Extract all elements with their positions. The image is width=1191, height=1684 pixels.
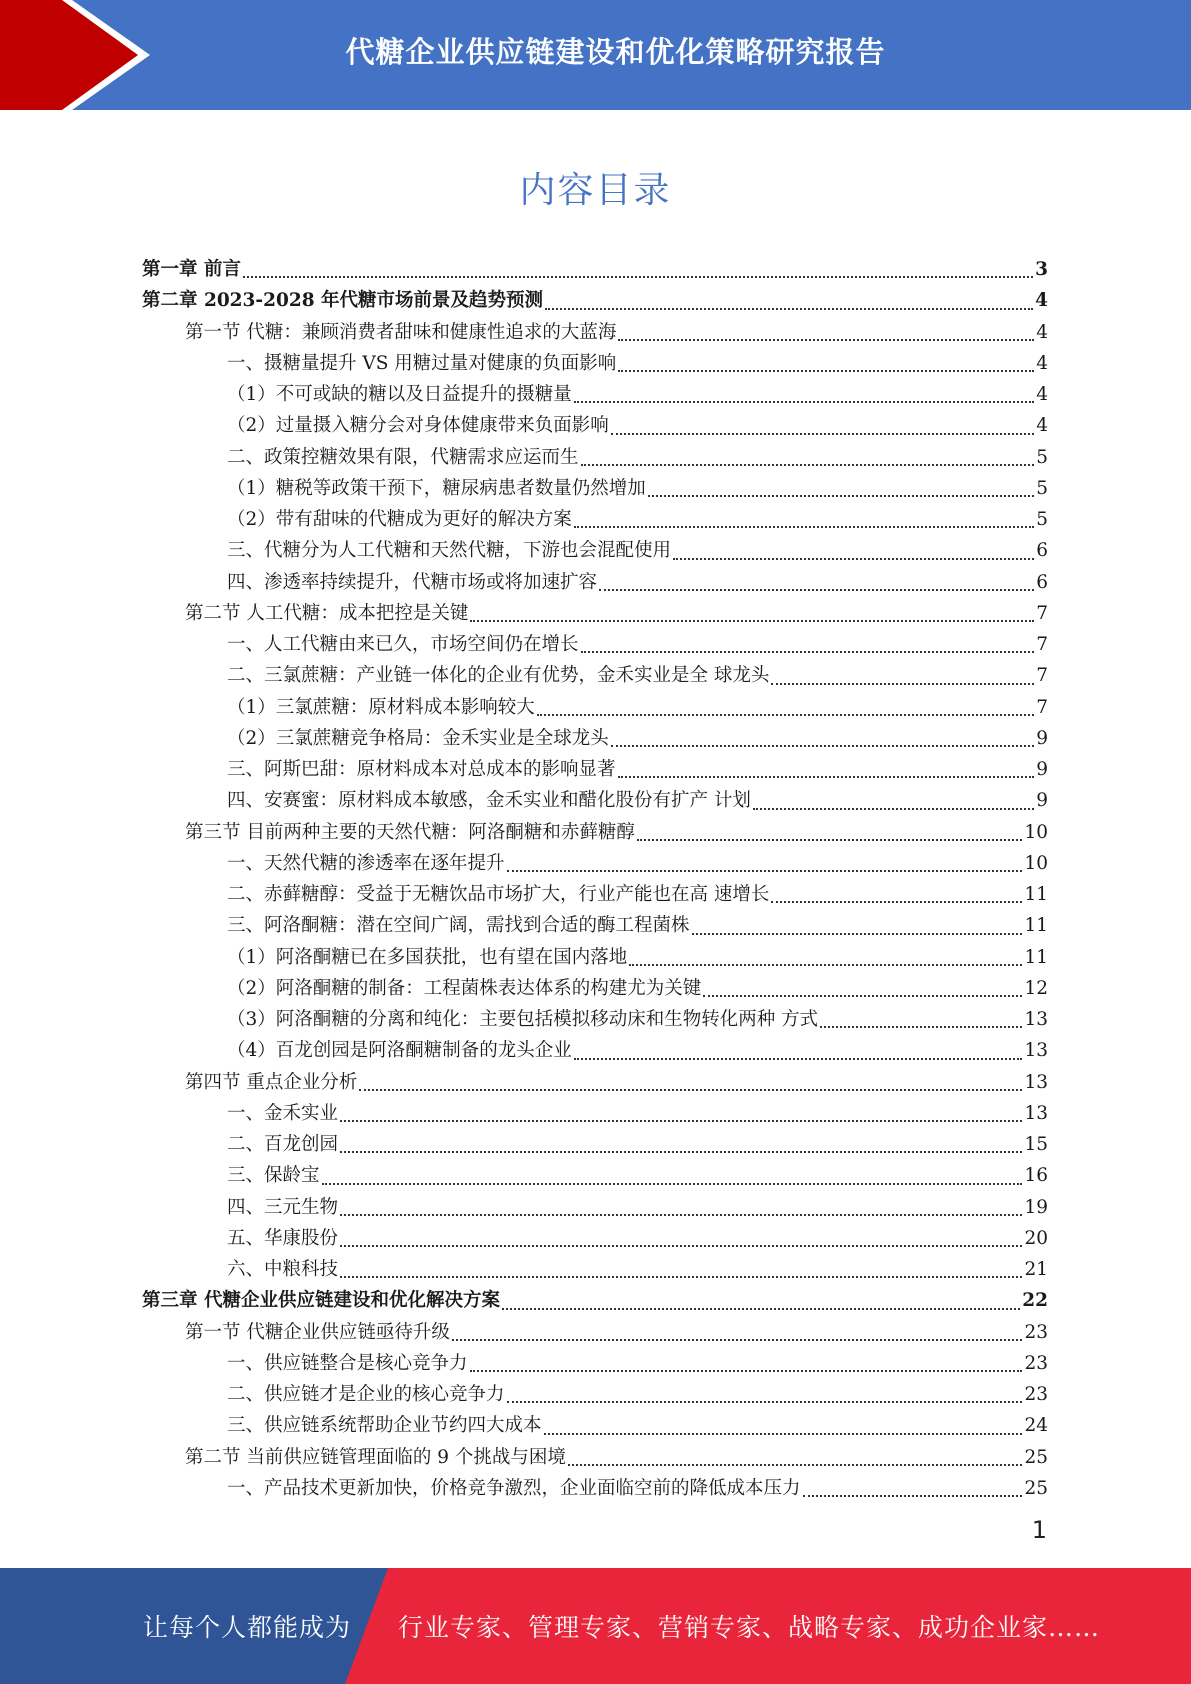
toc-entry-title: （2）三氯蔗糖竞争格局：金禾实业是全球龙头 — [227, 727, 609, 749]
toc-entry-title: 六、中粮科技 — [227, 1259, 339, 1280]
toc-dot-leader — [703, 995, 1022, 997]
toc-entry-title: 一、金禾实业 — [227, 1102, 339, 1124]
toc-entry[interactable] — [142, 254, 1048, 285]
toc-entry-title: 一、摄糖量提升 VS 用糖过量对健康的负面影响 — [227, 352, 617, 374]
toc-entry-title: 三、阿洛酮糖：潜在空间广阔，需找到合适的酶工程菌株 — [227, 915, 690, 937]
toc-entry-page: 4 — [1036, 415, 1048, 437]
toc-entry-page: 11 — [1024, 946, 1048, 968]
toc-entry-page: 6 — [1036, 540, 1048, 562]
toc-entry-title: 三、供应链系统帮助企业节约四大成本 — [227, 1415, 542, 1437]
toc-entry-title: （1）不可或缺的糖以及日益提升的摄糖量 — [227, 384, 572, 405]
toc-dot-leader — [470, 620, 1034, 622]
toc-dot-leader — [243, 276, 1033, 278]
toc-dot-leader — [771, 901, 1022, 903]
toc-entry-title: （2）阿洛酮糖的制备：工程菌株表达体系的构建尤为关键 — [227, 977, 702, 999]
footer-banner — [0, 1568, 1191, 1684]
toc-entry[interactable] — [142, 910, 1048, 941]
toc-dot-leader — [574, 401, 1034, 403]
toc-entry[interactable] — [142, 973, 1048, 1004]
toc-dot-leader — [507, 1401, 1023, 1403]
toc-entry-page: 6 — [1036, 571, 1048, 593]
toc-entry[interactable] — [142, 348, 1048, 379]
toc-dot-leader — [637, 839, 1023, 841]
toc-dot-leader — [574, 1058, 1023, 1060]
toc-entry[interactable] — [142, 473, 1048, 504]
toc-entry[interactable] — [142, 1160, 1048, 1191]
toc-entry[interactable] — [142, 1285, 1048, 1316]
toc-dot-leader — [507, 870, 1023, 872]
toc-dot-leader — [502, 1308, 1020, 1310]
toc-entry-title: （1）阿洛酮糖已在多国获批，也有望在国内落地 — [227, 946, 628, 968]
toc-dot-leader — [618, 339, 1034, 341]
toc-entry-title: 五、华康股份 — [227, 1227, 339, 1249]
toc-dot-leader — [581, 464, 1035, 466]
toc-entry-title: （1）糖税等政策干预下，糖尿病患者数量仍然增加 — [227, 477, 646, 499]
toc-entry-page: 9 — [1036, 759, 1048, 780]
toc-entry-title: （2）过量摄入糖分会对身体健康带来负面影响 — [227, 415, 609, 437]
toc-entry-title: 四、渗透率持续提升，代糖市场或将加速扩容 — [227, 571, 598, 593]
footer-slogan-right: 行业专家、管理专家、营销专家、战略专家、成功企业家…… — [398, 1613, 1101, 1642]
toc-entry-page: 20 — [1024, 1227, 1048, 1249]
toc-entry[interactable] — [142, 692, 1048, 723]
toc-entry[interactable] — [142, 535, 1048, 566]
footer-slogan-left: 让每个人都能成为 — [143, 1613, 352, 1642]
toc-entry-title: 四、安赛蜜：原材料成本敏感，金禾实业和醋化股份有扩产 计划 — [227, 790, 751, 812]
toc-entry-page: 12 — [1024, 977, 1048, 999]
toc-entry-page: 25 — [1024, 1446, 1048, 1468]
toc-dot-leader — [629, 964, 1022, 966]
toc-entry-page: 13 — [1024, 1009, 1048, 1030]
toc-entry[interactable] — [142, 1348, 1048, 1379]
toc-entry[interactable] — [142, 567, 1048, 598]
toc-dot-leader — [537, 714, 1034, 716]
toc-entry-page: 5 — [1036, 446, 1048, 468]
table-of-contents — [142, 254, 1048, 1504]
toc-dot-leader — [599, 589, 1034, 591]
toc-dot-leader — [545, 308, 1033, 310]
toc-entry[interactable] — [142, 1410, 1048, 1441]
toc-entry-title: 二、赤藓糖醇：受益于无糖饮品市场扩大，行业产能也在高 速增长 — [227, 884, 770, 905]
toc-entry-page: 13 — [1024, 1102, 1048, 1124]
toc-entry-page: 11 — [1024, 884, 1048, 905]
toc-entry-title: 第二章 2023-2028 年代糖市场前景及趋势预测 — [142, 290, 544, 312]
toc-entry-page: 19 — [1024, 1196, 1048, 1218]
toc-dot-leader — [618, 370, 1034, 372]
toc-dot-leader — [568, 1464, 1023, 1466]
toc-dot-leader — [581, 651, 1035, 653]
toc-entry-page: 7 — [1036, 665, 1048, 687]
toc-entry-title: 四、三元生物 — [227, 1196, 339, 1218]
toc-entry[interactable] — [142, 442, 1048, 473]
toc-heading: 内容目录 — [519, 170, 672, 211]
toc-entry-page: 21 — [1024, 1259, 1048, 1280]
toc-entry[interactable] — [142, 285, 1048, 316]
toc-entry[interactable] — [142, 1473, 1048, 1504]
toc-dot-leader — [820, 1026, 1022, 1028]
toc-entry-title: 二、三氯蔗糖：产业链一体化的企业有优势，金禾实业是全 球龙头 — [227, 665, 770, 687]
toc-entry[interactable] — [142, 504, 1048, 535]
toc-entry[interactable] — [142, 410, 1048, 441]
toc-entry[interactable] — [142, 754, 1048, 785]
toc-entry[interactable] — [142, 817, 1048, 848]
toc-dot-leader — [470, 1370, 1023, 1372]
toc-entry-title: 第一章 前言 — [142, 259, 241, 280]
toc-entry-page: 16 — [1024, 1165, 1048, 1187]
toc-entry-page: 24 — [1024, 1415, 1048, 1437]
toc-entry-title: （2）带有甜味的代糖成为更好的解决方案 — [227, 509, 572, 530]
toc-entry-page: 4 — [1035, 290, 1048, 312]
toc-entry-page: 4 — [1036, 384, 1048, 405]
report-title: 代糖企业供应链建设和优化策略研究报告 — [345, 34, 886, 69]
toc-entry-title: 一、人工代糖由来已久，市场空间仍在增长 — [227, 634, 579, 655]
toc-entry-page: 4 — [1036, 321, 1048, 343]
toc-entry-page: 25 — [1024, 1477, 1048, 1499]
toc-entry-title: （4）百龙创园是阿洛酮糖制备的龙头企业 — [227, 1040, 572, 1062]
toc-dot-leader — [574, 526, 1034, 528]
toc-entry-title: 第二节 当前供应链管理面临的 9 个挑战与困境 — [185, 1446, 566, 1468]
toc-entry-page: 10 — [1024, 821, 1048, 843]
toc-entry-page: 7 — [1036, 696, 1048, 718]
toc-dot-leader — [648, 495, 1034, 497]
toc-entry-page: 23 — [1024, 1384, 1048, 1405]
toc-dot-leader — [753, 808, 1034, 810]
toc-entry[interactable] — [142, 879, 1048, 910]
toc-entry[interactable] — [142, 379, 1048, 410]
toc-entry-title: 第一节 代糖企业供应链亟待升级 — [185, 1321, 450, 1343]
toc-entry-page: 9 — [1036, 790, 1048, 812]
toc-entry[interactable] — [142, 1192, 1048, 1223]
toc-entry-title: （3）阿洛酮糖的分离和纯化：主要包括模拟移动床和生物转化两种 方式 — [227, 1009, 819, 1030]
toc-entry-title: 一、天然代糖的渗透率在逐年提升 — [227, 852, 505, 874]
toc-entry-page: 9 — [1036, 727, 1048, 749]
toc-dot-leader — [340, 1120, 1022, 1122]
toc-entry-page: 7 — [1036, 602, 1048, 624]
toc-entry-title: 第二节 人工代糖：成本把控是关键 — [185, 602, 469, 624]
toc-entry-page: 23 — [1024, 1352, 1048, 1374]
toc-dot-leader — [340, 1214, 1022, 1216]
toc-entry-page: 5 — [1036, 477, 1048, 499]
toc-dot-leader — [803, 1495, 1023, 1497]
toc-dot-leader — [611, 745, 1034, 747]
toc-entry-title: 二、政策控糖效果有限，代糖需求应运而生 — [227, 446, 579, 468]
toc-entry[interactable] — [142, 629, 1048, 660]
toc-dot-leader — [771, 683, 1034, 685]
toc-entry[interactable] — [142, 942, 1048, 973]
toc-entry-page: 4 — [1036, 352, 1048, 374]
toc-entry[interactable] — [142, 848, 1048, 879]
toc-entry[interactable] — [142, 1223, 1048, 1254]
toc-dot-leader — [322, 1183, 1023, 1185]
toc-entry[interactable] — [142, 1254, 1048, 1285]
toc-dot-leader — [611, 433, 1034, 435]
toc-entry-page: 13 — [1024, 1040, 1048, 1062]
toc-entry[interactable] — [142, 1442, 1048, 1473]
toc-entry-title: 三、代糖分为人工代糖和天然代糖，下游也会混配使用 — [227, 540, 672, 562]
toc-entry-page: 10 — [1024, 852, 1048, 874]
toc-dot-leader — [618, 776, 1035, 778]
toc-entry-title: 二、供应链才是企业的核心竞争力 — [227, 1384, 505, 1405]
header-banner — [0, 0, 1191, 110]
toc-entry-title: 第一节 代糖：兼顾消费者甜味和健康性追求的大蓝海 — [185, 321, 617, 343]
toc-entry[interactable] — [142, 1379, 1048, 1410]
toc-entry-page: 3 — [1035, 259, 1048, 280]
toc-entry[interactable] — [142, 1129, 1048, 1160]
toc-entry[interactable] — [142, 785, 1048, 816]
toc-entry-page: 5 — [1036, 509, 1048, 530]
toc-entry-title: 第三章 代糖企业供应链建设和优化解决方案 — [142, 1290, 500, 1312]
toc-entry[interactable] — [142, 1004, 1048, 1035]
toc-entry[interactable] — [142, 660, 1048, 691]
toc-entry-page: 23 — [1024, 1321, 1048, 1343]
page-number: 1 — [1031, 1516, 1047, 1544]
toc-entry-page: 7 — [1036, 634, 1048, 655]
toc-entry[interactable] — [142, 1317, 1048, 1348]
toc-dot-leader — [340, 1245, 1022, 1247]
toc-entry[interactable] — [142, 1035, 1048, 1066]
toc-dot-leader — [544, 1433, 1023, 1435]
toc-entry-title: 一、供应链整合是核心竞争力 — [227, 1352, 468, 1374]
toc-dot-leader — [359, 1089, 1022, 1091]
toc-entry-title: 第四节 重点企业分析 — [185, 1071, 358, 1093]
toc-entry-title: 第三节 目前两种主要的天然代糖：阿洛酮糖和赤藓糖醇 — [185, 821, 635, 843]
toc-dot-leader — [340, 1276, 1022, 1278]
toc-entry[interactable] — [142, 317, 1048, 348]
toc-entry-page: 22 — [1022, 1290, 1048, 1312]
toc-entry-page: 15 — [1024, 1134, 1048, 1155]
toc-entry-title: （1）三氯蔗糖：原材料成本影响较大 — [227, 696, 535, 718]
toc-dot-leader — [673, 558, 1034, 560]
toc-entry-title: 三、保龄宝 — [227, 1165, 320, 1187]
toc-entry[interactable] — [142, 598, 1048, 629]
toc-entry-title: 二、百龙创园 — [227, 1134, 339, 1155]
toc-dot-leader — [452, 1339, 1023, 1341]
toc-dot-leader — [340, 1151, 1022, 1153]
toc-entry-title: 三、阿斯巴甜：原材料成本对总成本的影响显著 — [227, 759, 616, 780]
toc-entry-page: 13 — [1024, 1071, 1048, 1093]
toc-entry[interactable] — [142, 1098, 1048, 1129]
toc-entry[interactable] — [142, 723, 1048, 754]
toc-entry-title: 一、产品技术更新加快，价格竞争激烈，企业面临空前的降低成本压力 — [227, 1477, 801, 1499]
toc-dot-leader — [692, 933, 1023, 935]
toc-entry[interactable] — [142, 1067, 1048, 1098]
toc-entry-page: 11 — [1024, 915, 1048, 937]
